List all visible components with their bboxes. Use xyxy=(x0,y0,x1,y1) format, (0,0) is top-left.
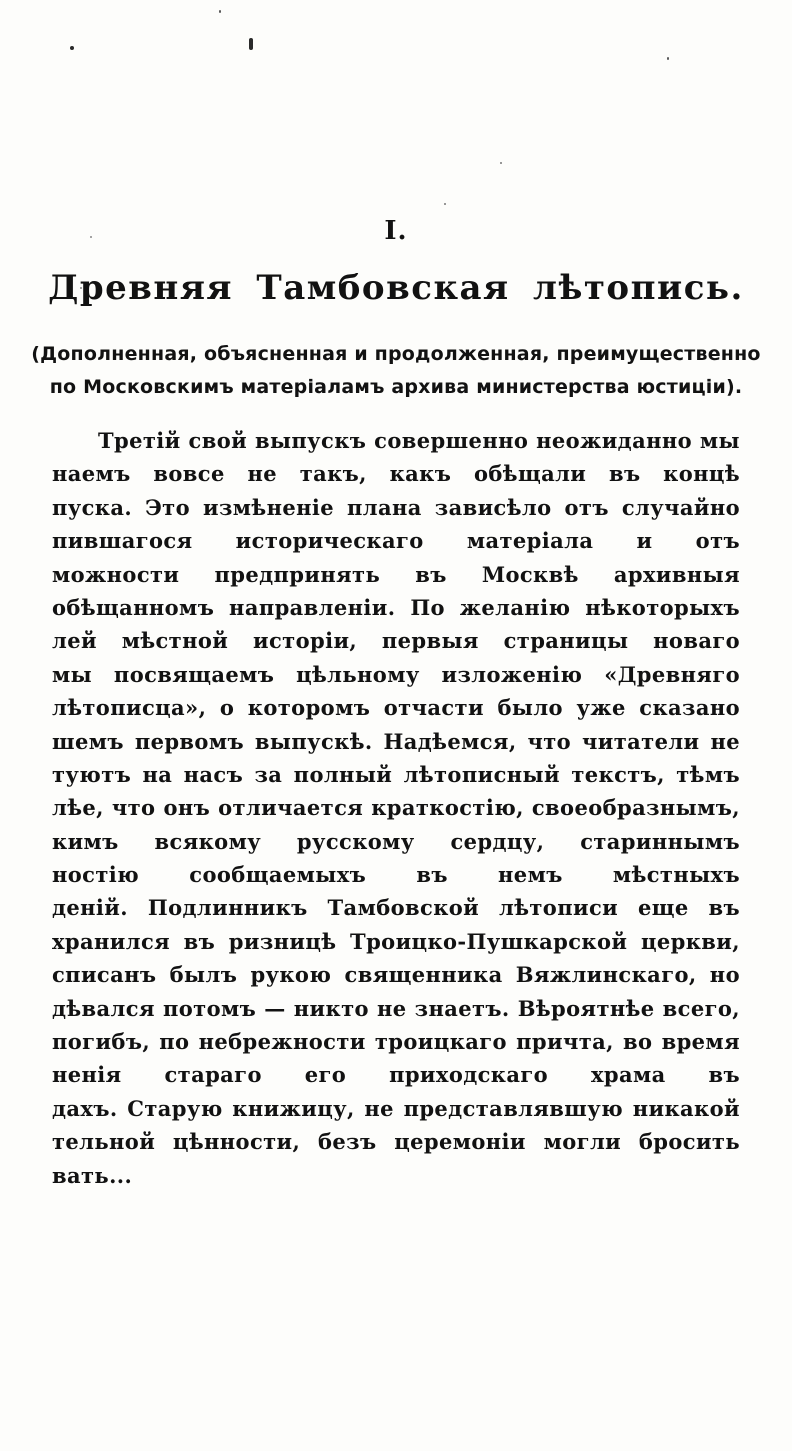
text-line: списанъ былъ рукою священника Вяжлинскаго, но xyxy=(52,962,740,988)
text-line: дахъ. Старую книжицу, не представлявшую никакой xyxy=(52,1095,740,1121)
scan-speck xyxy=(70,46,74,50)
text-line: обѣщанномъ направленіи. По желанію нѣкоторыхъ xyxy=(52,594,740,620)
text-line: хранился въ ризницѣ Троицко-Пушкарской церкви, xyxy=(52,928,740,954)
section-number: I. xyxy=(384,216,408,246)
text-line: туютъ на насъ за полный лѣтописный текстъ, тѣмъ xyxy=(52,761,740,787)
text-line: лѣе, что онъ отличается краткостію, своеобразнымъ, xyxy=(52,795,740,821)
page-subtitle xyxy=(0,338,792,404)
text-line: пившагося историческаго матеріала и отъ xyxy=(52,528,740,554)
text-line: лѣтописца», о которомъ отчасти было уже сказано xyxy=(52,695,740,721)
text-line: дѣвался потомъ — никто не знаетъ. Вѣроятнѣе всего, xyxy=(52,995,740,1021)
scan-speck xyxy=(444,203,446,205)
text-line: кимъ всякому русскому сердцу, стариннымъ xyxy=(52,828,740,854)
subtitle-line: по Московскимъ матеріаламъ архива министерства юстиціи). xyxy=(49,376,743,398)
text-line: вать... xyxy=(52,1162,133,1188)
page-title: Древняя Тамбовская лѣтопись. xyxy=(48,268,744,308)
text-line: ненія стараго его приходскаго храма въ xyxy=(52,1062,740,1088)
text-line: лей мѣстной исторіи, первыя страницы новаго xyxy=(52,628,740,654)
text-line: деній. Подлинникъ Тамбовской лѣтописи еще въ xyxy=(52,895,740,921)
text-line: ностію сообщаемыхъ въ немъ мѣстныхъ xyxy=(52,862,740,888)
body-paragraph xyxy=(52,424,740,1192)
scan-speck xyxy=(500,162,502,164)
text-line: пуска. Это измѣненіе плана зависѣло отъ случайно xyxy=(52,494,740,520)
text-line: погибъ, по небрежности троицкаго причта, во время xyxy=(52,1029,740,1055)
subtitle-line: (Дополненная, объясненная и продолженная, преимущественно xyxy=(31,343,761,365)
scan-speck xyxy=(667,57,669,60)
text-line: шемъ первомъ выпускѣ. Надѣемся, что читатели не xyxy=(52,728,740,754)
text-line: можности предпринять въ Москвѣ архивныя xyxy=(52,561,740,587)
scan-speck xyxy=(219,10,221,13)
text-line: мы посвящаемъ цѣльному изложенію «Древняго xyxy=(52,661,740,687)
text-line: Третій свой выпускъ совершенно неожиданно мы xyxy=(98,428,740,453)
scan-speck xyxy=(249,38,253,50)
text-line: наемъ вовсе не такъ, какъ обѣщали въ концѣ xyxy=(52,461,740,487)
text-line: тельной цѣнности, безъ церемоніи могли бросить xyxy=(52,1129,740,1155)
